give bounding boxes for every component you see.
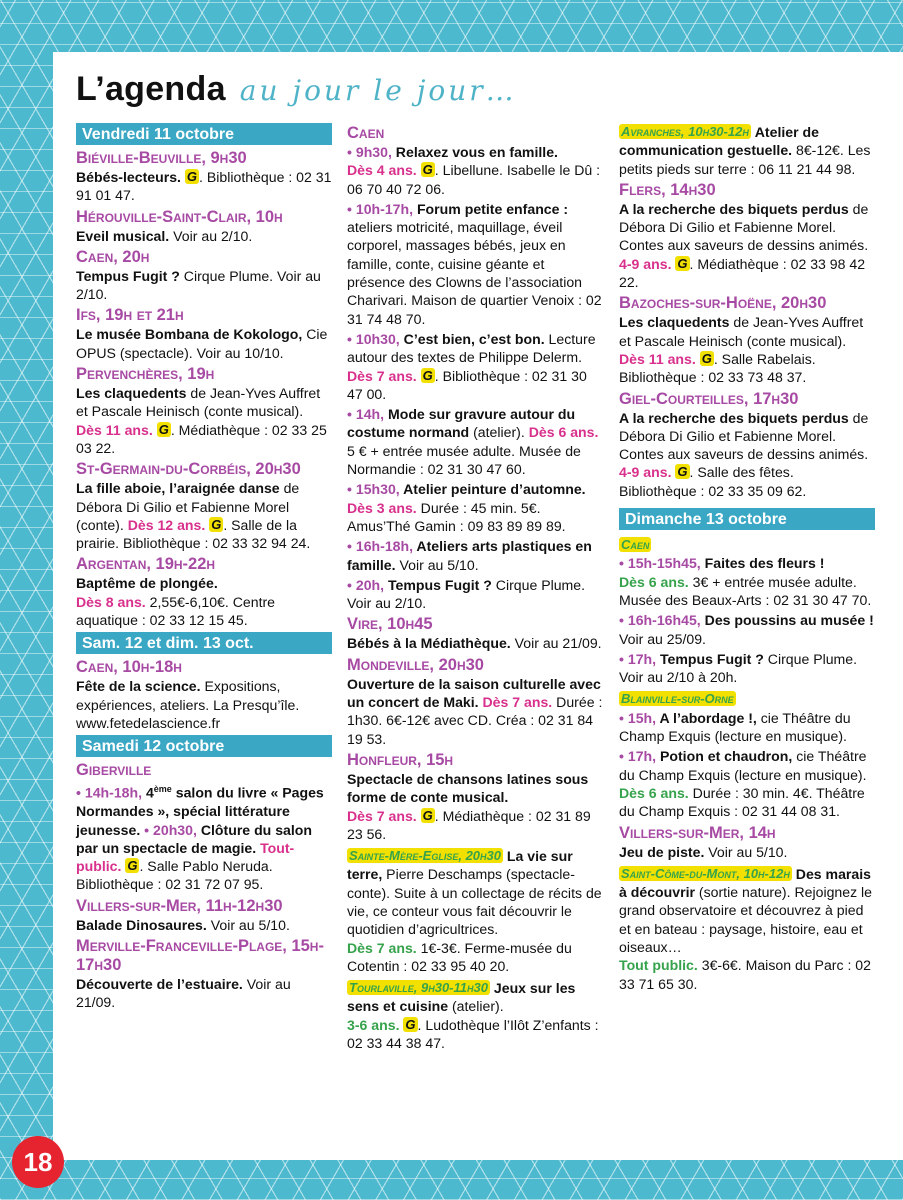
age-label: 4-9 ans.: [619, 464, 672, 481]
event-location: Biéville-Beuville, 9h30: [76, 149, 247, 167]
event-entry: [619, 390, 875, 500]
event-text: de Débora Di Gilio et Fabienne Morel (conte).: [76, 480, 300, 533]
column-2: [347, 120, 605, 1054]
event-location: Ifs, 19h et 21h: [76, 306, 184, 325]
event-entry: [347, 480, 605, 535]
event-text: Cirque Plume. Voir au 2/10 à 20h.: [619, 650, 858, 686]
event-title: Les claquedents: [619, 314, 730, 331]
age-label: Dès 7 ans.: [478, 694, 553, 711]
event-time: • 10h30,: [347, 330, 400, 347]
event-entry: [619, 863, 875, 993]
event-title: Potion et chaudron,: [656, 748, 793, 765]
event-time: • 20h,: [347, 576, 385, 593]
free-badge: G: [422, 807, 433, 823]
event-text: . Salle de la prairie. Bibliothèque : 02 33 32 94 24.: [76, 516, 311, 552]
event-location: Pervenchères, 19h: [76, 365, 215, 384]
event-text: Voir au 21/09.: [510, 635, 602, 652]
event-location: Caen: [347, 124, 385, 142]
event-entry: [76, 658, 332, 732]
event-entry: [619, 709, 875, 746]
event-time: • 15h,: [619, 709, 657, 726]
event-time: • 16h-18h,: [347, 538, 414, 555]
event-title: Le musée Bombana de Kokologo,: [76, 326, 303, 343]
event-title: Tempus Fugit ?: [656, 650, 764, 667]
event-entry: [619, 181, 875, 291]
event-entry: [76, 248, 332, 304]
free-badge: G: [677, 255, 688, 271]
event-title: Spectacle de chansons latines sous forme de conte musical.: [347, 770, 589, 806]
event-location: Villers-sur-Mer, 11h-12h30: [76, 896, 283, 915]
event-text: . Libellune. Isabelle le Dû : 06 70 40 72 06.: [347, 162, 601, 197]
event-text: 2,55€-6,10€. Centre aquatique : 02 33 12 15 45.: [76, 593, 276, 629]
event-title: 4: [142, 784, 154, 801]
free-badge: G: [701, 350, 712, 366]
event-entry: [619, 554, 875, 609]
event-location: Bazoches-sur-Hoëne, 20h30: [619, 294, 827, 313]
title-main: L’agenda: [76, 70, 226, 108]
event-entry: [76, 306, 332, 362]
event-text: . Bibliothèque : 02 31 30 47 00.: [347, 367, 587, 402]
event-title: Jeux sur les sens et cuisine: [347, 980, 576, 1015]
event-text: Expositions, expériences, ateliers. La Presqu’île. www.fetedelascience.fr: [76, 678, 300, 731]
event-title: Atelier de communication gestuelle.: [619, 124, 819, 159]
event-title: Découverte de l’estuaire.: [76, 976, 243, 992]
event-title: Fête de la science.: [76, 678, 201, 695]
event-text: . Médiathèque : 02 33 25 03 22.: [76, 421, 327, 456]
event-location: Hérouville-Saint-Clair, 10h: [76, 207, 283, 226]
age-label: Dès 12 ans.: [127, 516, 206, 533]
day-header-friday: Vendredi 11 octobre: [76, 123, 332, 145]
event-entry: [619, 650, 875, 687]
event-text: cie Théâtre du Champ Exquis (lecture en musique).: [619, 709, 851, 745]
event-title: Des marais à découvrir: [619, 865, 871, 901]
free-badge: G: [186, 169, 198, 184]
event-title: Eveil musical.: [76, 227, 170, 244]
event-title: Forum petite enfance :: [413, 200, 569, 217]
age-label: Dès 6 ans.: [524, 424, 599, 441]
event-text: 5 € + entrée musée adulte. Musée de Normandie : 02 31 30 47 60.: [347, 442, 581, 478]
event-location: Caen, 20h: [76, 247, 150, 266]
event-location: Merville-Franceville-Plage, 15h-17h30: [76, 937, 324, 974]
free-badge: G: [405, 1016, 416, 1032]
event-text: (atelier).: [448, 998, 504, 1015]
event-title: C’est bien, c’est bon.: [399, 330, 545, 347]
event-time: • 14h,: [347, 406, 385, 423]
event-text: de Jean-Yves Auffret et Pascale Heinisch (conte musical).: [619, 314, 864, 349]
event-text: . Médiathèque : 02 33 98 42 22.: [619, 255, 866, 291]
event-location: Caen, 10h-18h: [76, 658, 182, 677]
event-entry: [619, 611, 875, 648]
event-text: 1€-3€. Ferme-musée du Cotentin : 02 33 95 40 20.: [347, 939, 572, 974]
event-title: Bébés-lecteurs.: [76, 169, 181, 185]
event-time: • 10h-17h,: [347, 200, 414, 217]
event-entry: [347, 576, 605, 613]
event-text: Durée : 1h30. 6€-12€ avec CD. Créa : 02 31 84 19 53.: [347, 694, 603, 747]
title-script: au jour le jour…: [239, 74, 517, 107]
event-entry: [347, 200, 605, 328]
event-location: Tourlaville, 9h30-11h30: [349, 980, 488, 996]
event-text: cie Théâtre du Champ Exquis (lecture en musique).: [619, 748, 867, 783]
event-title: Clôture du salon par un spectacle de magie.: [76, 821, 313, 856]
event-text: 3€-6€. Maison du Parc : 02 33 71 65 30.: [619, 957, 871, 992]
event-title: Atelier peinture d’automne.: [399, 481, 586, 498]
page-number: 18: [12, 1136, 64, 1188]
age-label: Dès 6 ans.: [619, 784, 689, 801]
day-header-sunday: Dimanche 13 octobre: [619, 508, 875, 530]
ordinal-suffix: ème: [153, 784, 172, 795]
event-text: de Débora Di Gilio et Fabienne Morel. Contes aux saveurs de dessins animés.: [619, 409, 869, 463]
event-entry: [347, 615, 605, 652]
event-time: • 17h,: [619, 650, 657, 667]
column-1: [76, 120, 332, 1014]
event-title: Faites des fleurs !: [700, 555, 825, 572]
age-label: Tout-public.: [76, 839, 295, 875]
event-text: 8€-12€. Les petits pieds sur terre : 06 11 21 44 98.: [619, 142, 871, 177]
event-title: La vie sur terre,: [347, 848, 573, 883]
event-entry: [76, 208, 332, 245]
event-time: • 14h-18h,: [76, 784, 143, 801]
event-text: Pierre Deschamps (spectacle-conte). Suite à un collectage de récits de vie, ce conteur vous fait découvrir le quotidien d’agricultrices.: [347, 866, 602, 938]
event-entry: [76, 149, 332, 205]
event-text: Cirque Plume. Voir au 2/10.: [347, 576, 586, 612]
event-location: Honfleur, 15h: [347, 750, 454, 769]
event-text: . Ludothèque l’Ilôt Z’enfants : 02 33 44 38 47.: [347, 1016, 599, 1052]
event-entry: [76, 937, 332, 1012]
event-entry: [347, 537, 605, 574]
event-title: Mode sur gravure autour du costume normand: [347, 406, 576, 441]
event-location: Giberville: [76, 761, 152, 780]
age-label: Tout public.: [619, 957, 698, 974]
event-location: Sainte-Mère-Eglise, 20h30: [349, 848, 501, 864]
event-entry: [619, 294, 875, 386]
event-location: Vire, 10h45: [347, 615, 433, 634]
event-text: Voir au 25/09.: [619, 630, 706, 647]
event-text: Voir au 5/10.: [206, 916, 290, 933]
event-text: de Débora Di Gilio et Fabienne Morel. Contes aux saveurs de dessins animés.: [619, 200, 869, 254]
event-title: Balade Dinosaures.: [76, 916, 207, 933]
event-title: Jeu de piste.: [619, 843, 705, 860]
event-entry: [76, 555, 332, 629]
event-title: Ouverture de la saison culturelle avec un concert de Maki.: [347, 675, 601, 711]
event-entry: [347, 143, 605, 198]
event-location: Flers, 14h30: [619, 180, 716, 199]
event-text: . Médiathèque : 02 31 89 23 56.: [347, 807, 591, 842]
event-text: . Salle Rabelais. Bibliothèque : 02 33 73 48 37.: [619, 350, 816, 386]
event-title: La fille aboie, l’araignée danse: [76, 480, 280, 497]
event-entry: [347, 751, 605, 843]
event-text: Durée : 30 min. 4€. Théâtre du Champ Exquis : 02 31 44 08 31.: [619, 784, 865, 820]
event-text: ateliers motricité, maquillage, éveil corporel, massages bébés, jeux en famille, conte, cuisine géante et présence des Clowns de l’association Charivari. Maison de quartier Venoix : 02 31 74 48 70.: [347, 219, 602, 327]
event-time: • 15h30,: [347, 481, 400, 498]
event-entry: [347, 405, 605, 478]
event-entry: [76, 897, 332, 934]
event-text: (atelier).: [469, 424, 525, 441]
column-3: [619, 120, 875, 995]
event-text: Voir au 2/10.: [169, 227, 253, 244]
event-text: Voir au 5/10.: [704, 843, 788, 860]
event-entry: [619, 120, 875, 178]
age-label: 3-6 ans.: [347, 1016, 400, 1033]
event-text: Voir au 21/09.: [76, 976, 291, 1011]
age-label: Dès 11 ans.: [76, 421, 153, 438]
age-label: Dès 11 ans.: [619, 350, 696, 367]
event-title: salon du livre « Pages Normandes », spécial littérature jeunesse.: [76, 784, 324, 838]
age-label: Dès 6 ans.: [619, 573, 689, 590]
event-title: Bébés à la Médiathèque.: [347, 635, 511, 652]
event-title: A la recherche des biquets perdus: [619, 409, 849, 426]
event-time: • 17h,: [619, 748, 657, 765]
event-title: Baptême de plongée.: [76, 575, 218, 592]
event-location: Giel-Courteilles, 17h30: [619, 389, 799, 408]
event-location: Argentan, 19h-22h: [76, 555, 216, 574]
event-text: . Salle Pablo Neruda. Bibliothèque : 02 31 72 07 95.: [76, 858, 273, 893]
event-text: . Salle des fêtes. Bibliothèque : 02 33 35 09 62.: [619, 464, 807, 499]
event-title: Tempus Fugit ?: [384, 576, 492, 593]
age-label: Dès 4 ans.: [347, 162, 417, 179]
event-location: St-Germain-du-Corbéis, 20h30: [76, 460, 301, 479]
event-entry: [76, 460, 332, 552]
event-text: (sortie nature). Rejoignez le grand observatoire et découvrez à pied et en bateau : paysage, histoire, eau et oiseaux…: [619, 884, 873, 955]
event-text: Cie OPUS (spectacle). Voir au 10/10.: [76, 326, 328, 361]
day-header-weekend: Sam. 12 et dim. 13 oct.: [76, 632, 332, 654]
event-entry: [347, 977, 605, 1052]
event-entry: [76, 365, 332, 457]
event-title: Les claquedents: [76, 385, 187, 402]
event-location: Caen: [621, 537, 650, 553]
age-label: Dès 7 ans.: [347, 367, 417, 384]
event-time: • 16h-16h45,: [619, 612, 701, 629]
age-label: Dès 8 ans.: [76, 593, 146, 610]
event-title: Des poussins au musée !: [700, 612, 874, 629]
age-label: Dès 7 ans.: [347, 807, 417, 824]
event-title: Ateliers arts plastiques en famille.: [347, 538, 592, 573]
event-title: Tempus Fugit ?: [76, 267, 180, 284]
event-entry: [619, 747, 875, 820]
event-time: • 9h30,: [347, 144, 392, 160]
free-badge: G: [211, 516, 222, 532]
day-header-saturday: Samedi 12 octobre: [76, 735, 332, 757]
free-badge: G: [158, 421, 169, 437]
page-title: [76, 70, 517, 109]
event-location: Avranches, 10h30-12h: [621, 124, 749, 139]
event-entry: [76, 761, 332, 893]
event-entry: [347, 330, 605, 403]
event-text: . Bibliothèque : 02 31 91 01 47.: [76, 169, 332, 204]
event-text: de Jean-Yves Auffret et Pascale Heinisch (conte musical).: [76, 385, 321, 420]
event-time: • 20h30,: [140, 821, 197, 838]
age-label: Dès 3 ans.: [347, 499, 417, 516]
event-text: 3€ + entrée musée adulte. Musée des Beaux-Arts : 02 31 30 47 70.: [619, 573, 872, 608]
event-entry: [619, 824, 875, 861]
free-badge: G: [422, 162, 433, 178]
event-text: Lecture autour des textes de Philippe Delerm.: [347, 330, 596, 366]
event-entry: [347, 845, 605, 975]
age-label: Dès 7 ans.: [347, 939, 417, 956]
event-location: Saint-Côme-du-Mont, 10h-12h: [621, 865, 790, 881]
event-title: Relaxez vous en famille.: [391, 144, 558, 160]
age-label: 4-9 ans.: [619, 255, 672, 272]
event-title: A l’abordage !,: [656, 709, 757, 726]
event-time: • 15h-15h45,: [619, 555, 701, 572]
event-entry: [347, 656, 605, 748]
event-text: Durée : 45 min. 5€. Amus’Thé Gamin : 09 83 89 89 89.: [347, 499, 566, 534]
event-location: Blainville-sur-Orne: [621, 691, 734, 707]
free-badge: G: [127, 858, 138, 874]
event-text: Cirque Plume. Voir au 2/10.: [76, 267, 321, 303]
free-badge: G: [422, 367, 433, 383]
event-location: Mondeville, 20h30: [347, 655, 484, 674]
event-text: Voir au 5/10.: [395, 556, 479, 573]
event-location: Villers-sur-Mer, 14h: [619, 823, 776, 842]
free-badge: G: [677, 464, 688, 480]
event-title: A la recherche des biquets perdus: [619, 200, 849, 217]
